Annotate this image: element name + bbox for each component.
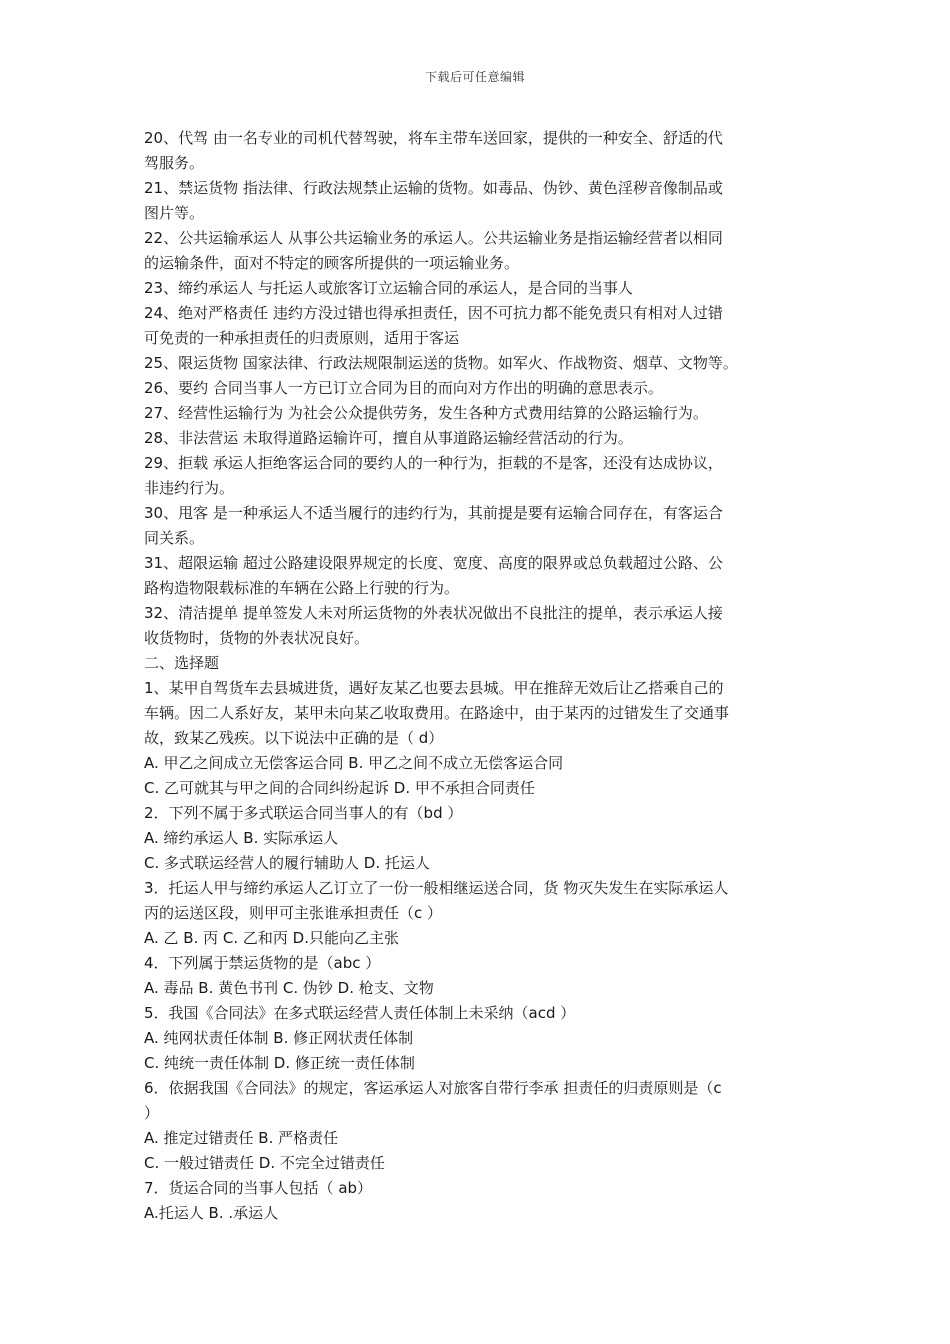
- text-line: 路构造物限载标准的车辆在公路上行驶的行为。: [144, 579, 460, 597]
- text-line: 非违约行为。: [144, 479, 235, 497]
- text-line: 24、绝对严格责任 违约方没过错也得承担责任，因不可抗力都不能免责只有相对人过错: [144, 304, 723, 322]
- text-line: C. 乙可就其与甲之间的合同纠纷起诉 D. 甲不承担合同责任: [144, 779, 535, 797]
- text-line: 2．下列不属于多式联运合同当事人的有（bd ）: [144, 804, 463, 822]
- text-line: 同关系。: [144, 529, 205, 547]
- text-line: 6．依据我国《合同法》的规定，客运承运人对旅客自带行李承 担责任的归责原则是（c: [144, 1079, 722, 1097]
- text-line: A. 纯网状责任体制 B. 修正网状责任体制: [144, 1029, 414, 1047]
- text-line: 21、禁运货物 指法律、行政法规禁止运输的货物。如毒品、伪钞、黄色淫秽音像制品或: [144, 179, 723, 197]
- text-line: 丙的运送区段，则甲可主张谁承担责任（c ）: [144, 904, 443, 922]
- text-line: 5．我国《合同法》在多式联运经营人责任体制上未采纳（acd ）: [144, 1004, 576, 1022]
- document-body: [144, 126, 804, 1226]
- text-line: 32、清洁提单 提单签发人未对所运货物的外表状况做出不良批注的提单，表示承运人接: [144, 604, 723, 622]
- text-line: 故，致某乙残疾。以下说法中正确的是（ d）: [144, 729, 444, 747]
- text-line: 30、甩客 是一种承运人不适当履行的违约行为，其前提是要有运输合同存在，有客运合: [144, 504, 723, 522]
- text-line: 31、超限运输 超过公路建设限界规定的长度、宽度、高度的限界或总负载超过公路、公: [144, 554, 723, 572]
- text-line: 28、非法营运 未取得道路运输许可，擅自从事道路运输经营活动的行为。: [144, 429, 633, 447]
- text-line: 3．托运人甲与缔约承运人乙订立了一份一般相继运送合同，货 物灭失发生在实际承运人: [144, 879, 729, 897]
- text-line: A.托运人 B. .承运人: [144, 1204, 279, 1222]
- text-line: 1、某甲自驾货车去县城进货，遇好友某乙也要去县城。甲在推辞无效后让乙搭乘自己的: [144, 679, 724, 697]
- text-line: A. 甲乙之间成立无偿客运合同 B. 甲乙之间不成立无偿客运合同: [144, 754, 564, 772]
- text-line: 可免责的一种承担责任的归责原则，适用于客运: [144, 329, 460, 347]
- text-line: 车辆。因二人系好友，某甲未向某乙收取费用。在路途中，由于某丙的过错发生了交通事: [144, 704, 730, 722]
- text-line: 23、缔约承运人 与托运人或旅客订立运输合同的承运人，是合同的当事人: [144, 279, 633, 297]
- text-line: A. 毒品 B. 黄色书刊 C. 伪钞 D. 枪支、文物: [144, 979, 434, 997]
- text-line: A. 推定过错责任 B. 严格责任: [144, 1129, 339, 1147]
- text-line: 驾服务。: [144, 154, 205, 172]
- text-line: 22、公共运输承运人 从事公共运输业务的承运人。公共运输业务是指运输经营者以相同: [144, 229, 723, 247]
- page-header: 下载后可任意编辑: [424, 70, 525, 84]
- text-line: 的运输条件，面对不特定的顾客所提供的一项运输业务。: [144, 254, 520, 272]
- text-line: A. 乙 B. 丙 C. 乙和丙 D.只能向乙主张: [144, 929, 399, 947]
- text-line: 25、限运货物 国家法律、行政法规限制运送的货物。如军火、作战物资、烟草、文物等。: [144, 354, 738, 372]
- text-line: C. 多式联运经营人的履行辅助人 D. 托运人: [144, 854, 430, 872]
- text-line: 20、代驾 由一名专业的司机代替驾驶，将车主带车送回家，提供的一种安全、舒适的代: [144, 129, 723, 147]
- text-line: 29、拒载 承运人拒绝客运合同的要约人的一种行为，拒载的不是客，还没有达成协议，: [144, 454, 723, 472]
- text-line: 收货物时，货物的外表状况良好。: [144, 629, 370, 647]
- text-line: 27、经营性运输行为 为社会公众提供劳务，发生各种方式费用结算的公路运输行为。: [144, 404, 708, 422]
- text-line: 图片等。: [144, 204, 205, 222]
- text-line: C. 一般过错责任 D. 不完全过错责任: [144, 1154, 385, 1172]
- text-line: ）: [144, 1104, 160, 1122]
- text-line: C. 纯统一责任体制 D. 修正统一责任体制: [144, 1054, 415, 1072]
- text-line: 26、要约 合同当事人一方已订立合同为目的而向对方作出的明确的意思表示。: [144, 379, 663, 397]
- text-line: 4．下列属于禁运货物的是（abc ）: [144, 954, 381, 972]
- text-line: 二、选择题: [144, 654, 220, 672]
- text-line: A. 缔约承运人 B. 实际承运人: [144, 829, 339, 847]
- text-line: 7．货运合同的当事人包括（ ab）: [144, 1179, 373, 1197]
